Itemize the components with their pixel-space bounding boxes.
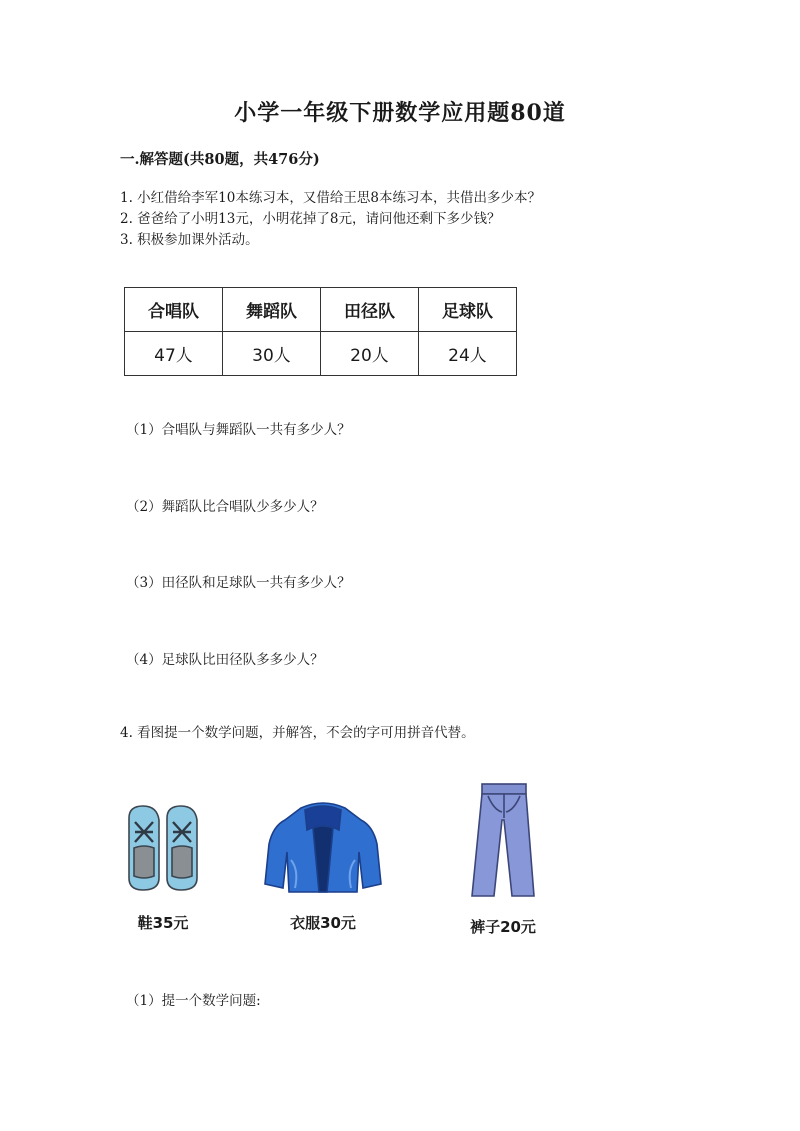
item-shoes — [118, 800, 208, 933]
table-cell: 47人 — [125, 332, 223, 376]
sub-question-2: （2）舞蹈队比合唱队少多少人？ — [126, 499, 324, 515]
item-pants — [458, 780, 548, 937]
question-4: 4. 看图提一个数学问题，并解答，不会的字可用拼音代替。 — [120, 725, 475, 741]
sub-question-4: （4）足球队比田径队多多少人？ — [126, 652, 324, 668]
table-cell: 24人 — [419, 332, 517, 376]
table-cell: 20人 — [321, 332, 419, 376]
item-label: 裤子20元 — [470, 918, 536, 936]
page-title: 小学一年级下册数学应用题80道 — [234, 100, 566, 126]
item-label: 鞋35元 — [137, 914, 189, 932]
shoes-icon — [123, 800, 203, 896]
table-header-cell: 舞蹈队 — [223, 288, 321, 332]
section-title: 一.解答题(共80题，共476分) — [120, 151, 320, 168]
table-cell: 30人 — [223, 332, 321, 376]
sub-question-1: （1）合唱队与舞蹈队一共有多少人？ — [126, 422, 351, 438]
table-header-cell: 合唱队 — [125, 288, 223, 332]
question-1: 1. 小红借给李军10本练习本，又借给王思8本练习本，共借出多少本？ — [120, 190, 541, 206]
item-label: 衣服30元 — [290, 914, 356, 932]
question-2: 2. 爸爸给了小明13元，小明花掉了8元，请问他还剩下多少钱？ — [120, 211, 501, 227]
question-3: 3. 积极参加课外活动。 — [120, 232, 259, 248]
item-jacket — [258, 800, 388, 933]
table-row — [125, 332, 517, 376]
table-header-cell: 田径队 — [321, 288, 419, 332]
team-table — [124, 287, 517, 376]
jacket-icon — [261, 800, 385, 896]
pants-icon — [468, 780, 538, 900]
table-header-cell: 足球队 — [419, 288, 517, 332]
sub-question-4-1: （1）提一个数学问题: — [126, 993, 261, 1009]
table-header-row — [125, 288, 517, 332]
sub-question-3: （3）田径队和足球队一共有多少人？ — [126, 575, 351, 591]
